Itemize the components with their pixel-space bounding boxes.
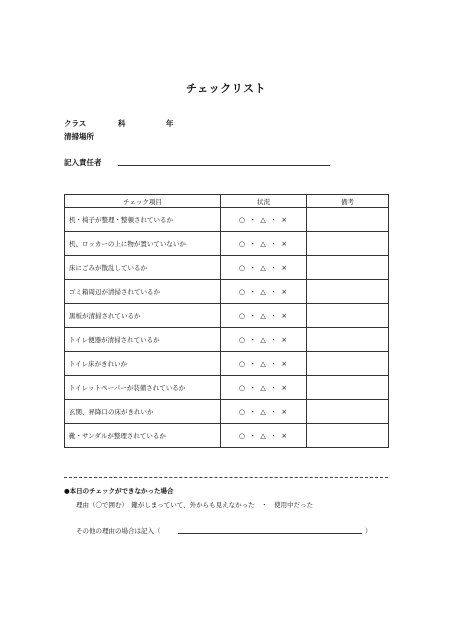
note-cell[interactable]: [307, 208, 389, 232]
note-cell[interactable]: [307, 304, 389, 328]
check-item: トイレ床がきれいか: [65, 352, 221, 376]
check-item: ゴミ箱周辺が清掃されているか: [65, 280, 221, 304]
grade-label: 年: [166, 119, 174, 128]
department-label: 科: [118, 119, 126, 128]
table-row: [65, 280, 389, 304]
note-cell[interactable]: [307, 352, 389, 376]
column-header-item: チェック項目: [65, 195, 221, 208]
footer-heading: ●本日のチェックができなかった場合: [64, 487, 174, 495]
reason-options[interactable]: 理由（〇で囲む） 鍵がしまっていて、外からも見えなかった ・ 使用中だった: [76, 501, 314, 509]
dashed-separator: [64, 477, 388, 478]
note-cell[interactable]: [307, 376, 389, 400]
status-options[interactable]: ○ ・ △ ・ ×: [221, 232, 307, 256]
class-label: クラス: [64, 119, 87, 128]
table-row: [65, 232, 389, 256]
other-reason-close: ）: [365, 527, 372, 535]
column-header-status: 状況: [221, 195, 307, 208]
table-row: [65, 400, 389, 424]
status-options[interactable]: ○ ・ △ ・ ×: [221, 400, 307, 424]
check-item: 机、ロッカーの上に物が置いていないか: [65, 232, 221, 256]
note-cell[interactable]: [307, 400, 389, 424]
status-options[interactable]: ○ ・ △ ・ ×: [221, 304, 307, 328]
table-row: [65, 328, 389, 352]
note-cell[interactable]: [307, 232, 389, 256]
note-cell[interactable]: [307, 280, 389, 304]
status-options[interactable]: ○ ・ △ ・ ×: [221, 352, 307, 376]
other-reason-input-line[interactable]: [178, 533, 362, 534]
note-cell[interactable]: [307, 328, 389, 352]
table-row: [65, 256, 389, 280]
other-reason-label: その他の理由の場合は記入（: [76, 527, 161, 535]
recorder-input-line[interactable]: [118, 165, 330, 166]
status-options[interactable]: ○ ・ △ ・ ×: [221, 424, 307, 448]
table-row: [65, 424, 389, 448]
status-options[interactable]: ○ ・ △ ・ ×: [221, 256, 307, 280]
table-row: [65, 304, 389, 328]
checklist-table: [64, 194, 389, 448]
column-header-note: 備考: [307, 195, 389, 208]
table-row: [65, 376, 389, 400]
table-header-row: [65, 195, 389, 208]
check-item: トイレ便器が清掃されているか: [65, 328, 221, 352]
note-cell[interactable]: [307, 424, 389, 448]
check-item: 黒板が清掃されているか: [65, 304, 221, 328]
table-row: [65, 208, 389, 232]
status-options[interactable]: ○ ・ △ ・ ×: [221, 280, 307, 304]
status-options[interactable]: ○ ・ △ ・ ×: [221, 208, 307, 232]
cleaning-place-label: 清掃場所: [64, 132, 94, 141]
page-title: チェックリスト: [186, 82, 266, 95]
table-row: [65, 352, 389, 376]
status-options[interactable]: ○ ・ △ ・ ×: [221, 328, 307, 352]
check-item: トイレットペーパーが装備されているか: [65, 376, 221, 400]
recorder-label: 記入責任者: [64, 158, 102, 167]
status-options[interactable]: ○ ・ △ ・ ×: [221, 376, 307, 400]
note-cell[interactable]: [307, 256, 389, 280]
check-item: 机・椅子が整理・整頓されているか: [65, 208, 221, 232]
check-item: 玄関、昇降口の床がきれいか: [65, 400, 221, 424]
check-item: 床にごみが散乱しているか: [65, 256, 221, 280]
check-item: 靴・サンダルが整理されているか: [65, 424, 221, 448]
